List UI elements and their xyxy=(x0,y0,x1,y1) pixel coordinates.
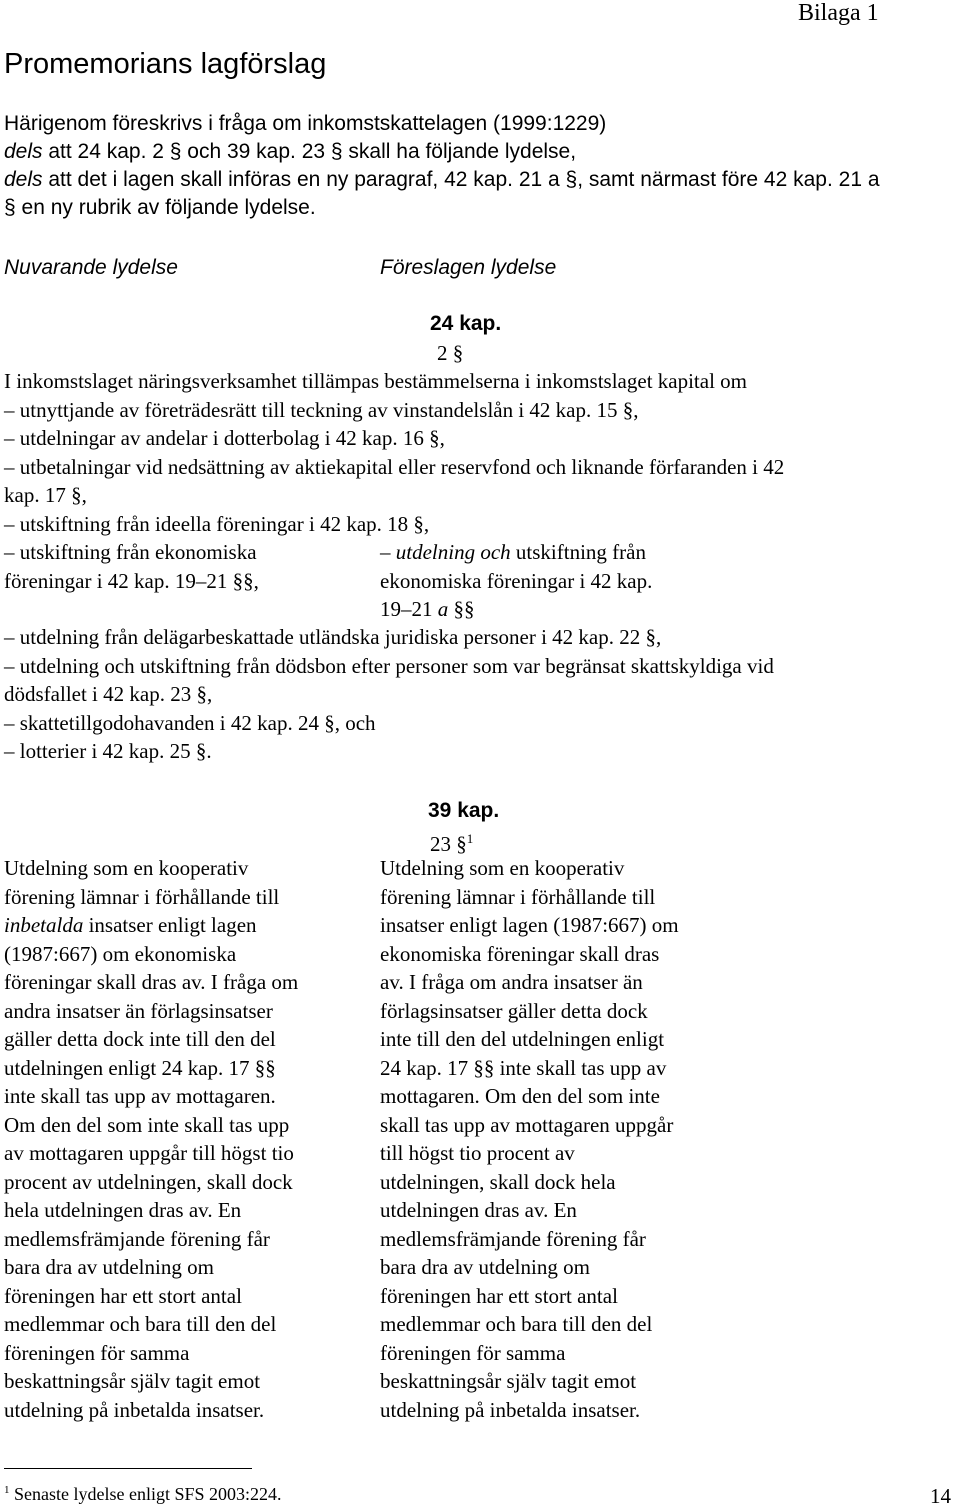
body-line: I inkomstslaget näringsverksamhet tillämpas bestämmelserna i inkomstslaget kapital om xyxy=(4,369,748,393)
page-title: Promemorians lagförslag xyxy=(4,48,327,80)
current-line-rest: insatser enligt lagen xyxy=(83,913,257,937)
new-section-letter: a xyxy=(437,597,449,621)
current-line: gäller detta dock inte till den del xyxy=(4,1027,276,1051)
proposed-line: utdelningen, skall dock hela xyxy=(380,1169,616,1194)
chapter-24-body xyxy=(4,367,784,538)
body-line: kap. 17 §, xyxy=(4,483,87,507)
chapter-39-current-text xyxy=(4,854,298,1424)
proposed-line: förlagsinsatser gäller detta dock xyxy=(380,998,648,1023)
proposed-line: till högst tio procent av xyxy=(380,1141,575,1165)
current-line: andra insatser än förlagsinsatser xyxy=(4,998,273,1023)
proposed-line: ekonomiska föreningar skall dras xyxy=(380,941,660,966)
proposed-line: utdelningen dras av. En xyxy=(380,1198,577,1222)
proposed-line: skall tas upp av mottagaren uppgår xyxy=(380,1112,674,1137)
body-line: – utskiftning från ideella föreningar i 42 kap. 18 §, xyxy=(4,511,430,536)
proposed-line: utdelning på inbetalda insatser. xyxy=(380,1397,641,1422)
section-sign: §§ xyxy=(448,597,475,621)
proposed-line: bara dra av utdelning om xyxy=(380,1255,590,1279)
proposed-line: 24 kap. 17 §§ inte skall tas upp av xyxy=(380,1055,667,1080)
proposed-split-rest: utskiftning från xyxy=(510,540,646,564)
proposed-line: inte till den del utdelningen enligt xyxy=(380,1027,665,1051)
current-line xyxy=(4,911,298,940)
chapter-24-heading: 24 kap. xyxy=(430,312,502,335)
body-line: – skattetillgodohavanden i 42 kap. 24 §, och xyxy=(4,710,376,735)
current-line: utdelningen enligt 24 kap. 17 §§ xyxy=(4,1055,276,1080)
proposed-split-line-2: ekonomiska föreningar i 42 kap. xyxy=(380,568,653,593)
footnote-divider xyxy=(4,1468,252,1469)
chapter-39-proposed-text xyxy=(380,854,679,1424)
chapter-24-proposed-split xyxy=(380,538,652,624)
current-line: medlemmar och bara till den del xyxy=(4,1312,277,1336)
chapter-24-current-split xyxy=(4,538,259,595)
current-line: föreningen för samma xyxy=(4,1340,190,1365)
current-line: förening lämnar i förhållande till xyxy=(4,884,280,909)
body-line: – utdelning och utskiftning från dödsbon efter personer som var begränsat skattskyldiga vid xyxy=(4,653,774,678)
intro-line-4: § en ny rubrik av följande lydelse. xyxy=(4,196,316,219)
intro-line-3-rest: att det i lagen skall införas en ny paragraf, 42 kap. 21 a §, samt närmast före 42 kap. 21 a xyxy=(42,168,880,191)
proposed-line: medlemmar och bara till den del xyxy=(380,1312,653,1336)
footnote-reference: 1 xyxy=(466,831,474,846)
current-line: hela utdelningen dras av. En xyxy=(4,1198,242,1222)
current-line: medlemsfrämjande förening får xyxy=(4,1226,270,1251)
intro-line-2 xyxy=(4,138,576,167)
current-line: utdelning på inbetalda insatser. xyxy=(4,1397,265,1422)
page-number: 14 xyxy=(930,1484,951,1508)
proposed-split-line-1 xyxy=(380,538,652,567)
proposed-line: förening lämnar i förhållande till xyxy=(380,884,656,909)
current-line: föreningar skall dras av. I fråga om xyxy=(4,970,299,994)
proposed-line: Utdelning som en kooperativ xyxy=(380,856,625,880)
chapter-39-heading: 39 kap. xyxy=(428,799,500,822)
proposed-wording-heading: Föreslagen lydelse xyxy=(380,256,557,279)
proposed-line: av. I fråga om andra insatser än xyxy=(380,970,643,994)
body-line: – utnyttjande av företrädesrätt till teckning av vinstandelslån i 42 kap. 15 §, xyxy=(4,397,639,422)
intro-line-1: Härigenom föreskrivs i fråga om inkomstskattelagen (1999:1229) xyxy=(4,112,607,135)
current-line: av mottagaren uppgår till högst tio xyxy=(4,1141,294,1165)
chapter-24-body-after xyxy=(4,623,774,766)
dels-word: dels xyxy=(4,168,43,191)
current-line: föreningen har ett stort antal xyxy=(4,1283,242,1308)
intro-line-3 xyxy=(4,166,880,195)
proposed-line: mottagaren. Om den del som inte xyxy=(380,1084,660,1108)
current-line: Om den del som inte skall tas upp xyxy=(4,1112,290,1137)
body-line: – utdelning från delägarbeskattade utländska juridiska personer i 42 kap. 22 §, xyxy=(4,625,662,649)
body-line: – lotterier i 42 kap. 25 §. xyxy=(4,739,212,763)
current-line: (1987:667) om ekonomiska xyxy=(4,941,237,966)
proposed-line: beskattningsår själv tagit emot xyxy=(380,1369,637,1393)
dels-word: dels xyxy=(4,140,43,163)
body-line: dödsfallet i 42 kap. 23 §, xyxy=(4,682,213,706)
footnote xyxy=(4,1484,282,1505)
section-range: 19–21 xyxy=(380,597,438,621)
proposed-split-line-3 xyxy=(380,595,652,624)
current-line: bara dra av utdelning om xyxy=(4,1255,214,1279)
intro-line-2-rest: att 24 kap. 2 § och 39 kap. 23 § skall ha följande lydelse, xyxy=(42,140,577,163)
current-line: procent av utdelningen, skall dock xyxy=(4,1169,293,1194)
section-number: 23 § xyxy=(430,832,467,856)
footnote-text: Senaste lydelse enligt SFS 2003:224. xyxy=(14,1484,282,1504)
current-line: Utdelning som en kooperativ xyxy=(4,856,249,880)
current-wording-heading: Nuvarande lydelse xyxy=(4,256,178,279)
current-line: inte skall tas upp av mottagaren. xyxy=(4,1084,276,1108)
proposed-line: insatser enligt lagen (1987:667) om xyxy=(380,913,679,937)
proposed-line: föreningen för samma xyxy=(380,1340,566,1365)
removed-word-italic: inbetalda xyxy=(4,913,84,937)
proposed-line: medlemsfrämjande förening får xyxy=(380,1226,646,1251)
body-line: – utbetalningar vid nedsättning av aktiekapital eller reservfond och liknande förfaranden i 42 xyxy=(4,454,785,479)
footnote-marker: 1 xyxy=(4,1484,10,1496)
proposed-line: föreningen har ett stort antal xyxy=(380,1283,618,1308)
current-split-line: föreningar i 42 kap. 19–21 §§, xyxy=(4,568,259,593)
appendix-label: Bilaga 1 xyxy=(798,0,879,26)
new-wording-italic: – utdelning och xyxy=(380,540,511,564)
current-split-line: – utskiftning från ekonomiska xyxy=(4,540,257,564)
body-line: – utdelningar av andelar i dotterbolag i 42 kap. 16 §, xyxy=(4,426,445,450)
chapter-24-section: 2 § xyxy=(437,341,464,365)
current-line: beskattningsår själv tagit emot xyxy=(4,1369,261,1393)
